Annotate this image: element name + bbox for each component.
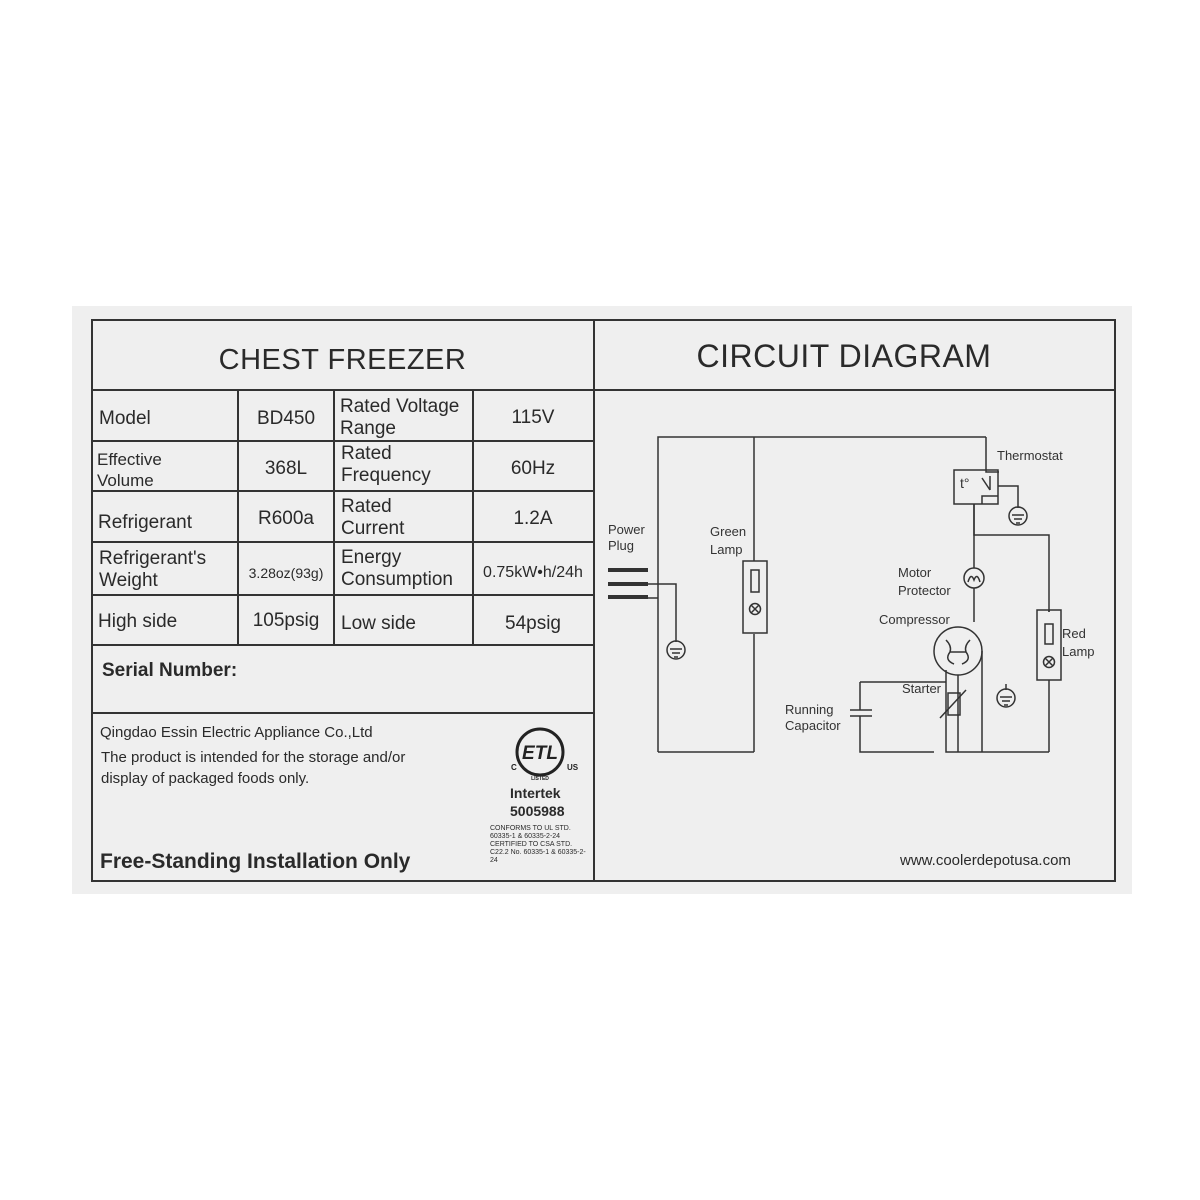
installation-notice: Free-Standing Installation Only bbox=[100, 850, 411, 873]
website: www.coolerdepotusa.com bbox=[900, 852, 1071, 869]
row-current-value: 1.2A bbox=[513, 508, 553, 529]
etl-mark-left: C bbox=[511, 763, 517, 772]
circuit-title: CIRCUIT DIAGRAM bbox=[696, 338, 992, 374]
row-model-value: BD450 bbox=[256, 408, 316, 429]
label-green: Green bbox=[710, 524, 747, 539]
etl-mark-right: US bbox=[567, 763, 579, 772]
col-divider bbox=[333, 390, 335, 644]
row-voltage-value: 115V bbox=[511, 407, 555, 428]
serial-number-label: Serial Number: bbox=[102, 660, 238, 681]
row-lowside-label: Low side bbox=[341, 613, 416, 634]
cert-lab: Intertek bbox=[510, 785, 561, 801]
row-divider bbox=[92, 440, 593, 442]
product-notice: The product is intended for the storage and/or display of packaged foods only. bbox=[101, 749, 406, 787]
label-red: Red bbox=[1062, 626, 1086, 641]
manufacturer-name: Qingdao Essin Electric Appliance Co.,Ltd bbox=[100, 724, 373, 741]
row-divider bbox=[92, 541, 593, 543]
row-lowside-value: 54psig bbox=[505, 613, 561, 634]
row-model-label: Model bbox=[99, 408, 151, 429]
cert-number: 5005988 bbox=[510, 803, 565, 819]
row-highside-label: High side bbox=[98, 611, 178, 632]
row-volume-label: Effective Volume bbox=[97, 450, 162, 490]
label-running: Running bbox=[785, 702, 834, 717]
row-weight-value: 3.28oz(93g) bbox=[248, 565, 324, 581]
row-frequency-value: 60Hz bbox=[510, 458, 556, 479]
row-energy-label: Energy Consumption bbox=[341, 547, 453, 590]
label-protector: Protector bbox=[898, 583, 951, 598]
etl-listed-mark bbox=[505, 722, 585, 782]
row-volume-value: 368L bbox=[264, 458, 308, 479]
label-motor: Motor bbox=[898, 565, 932, 580]
etl-mark-bottom: LISTED bbox=[531, 776, 549, 782]
label-starter: Starter bbox=[902, 681, 942, 696]
etl-mark-text: ETL bbox=[522, 743, 558, 764]
row-frequency-label: Rated Frequency bbox=[341, 443, 431, 486]
spec-title: CHEST FREEZER bbox=[218, 344, 467, 376]
row-divider bbox=[92, 594, 593, 596]
label-green-lamp: Lamp bbox=[710, 542, 743, 557]
cert-conformance: CONFORMS TO UL STD. 60335-1 & 60335-2-24 CERTIFIED TO CSA STD. C22.2 No. 60335-1 & 60335-2-24 bbox=[490, 825, 586, 864]
label-power: Power bbox=[608, 522, 645, 537]
circuit-schematic bbox=[594, 390, 1114, 770]
section-divider bbox=[92, 712, 593, 714]
label-plug: Plug bbox=[608, 538, 635, 553]
label-red-lamp: Lamp bbox=[1062, 644, 1095, 659]
row-current-label: Rated Current bbox=[341, 496, 405, 539]
row-refrigerant-label: Refrigerant bbox=[98, 512, 192, 533]
row-divider bbox=[92, 644, 593, 646]
label-thermostat-symbol: t° bbox=[960, 475, 970, 491]
row-energy-value: 0.75kW•h/24h bbox=[483, 564, 583, 581]
label-capacitor: Capacitor bbox=[785, 718, 841, 733]
label-compressor: Compressor bbox=[879, 612, 950, 627]
row-highside-value: 105psig bbox=[252, 610, 320, 631]
row-refrigerant-value: R600a bbox=[258, 508, 314, 529]
row-voltage-label: Rated Voltage Range bbox=[340, 396, 460, 439]
row-weight-label: Refrigerant's Weight bbox=[99, 548, 207, 591]
label-thermostat: Thermostat bbox=[997, 448, 1063, 463]
